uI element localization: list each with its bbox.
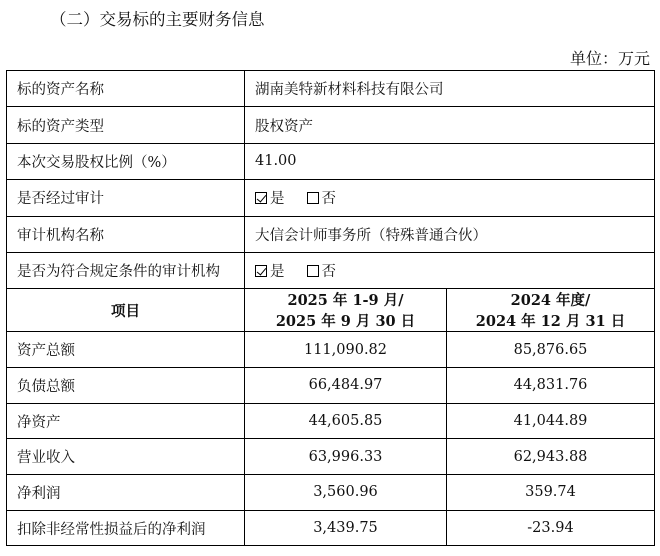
info-row bbox=[7, 143, 655, 179]
option-label: 是 bbox=[270, 264, 285, 281]
item-column-header: 项目 bbox=[7, 289, 245, 332]
value-2024: 62,943.88 bbox=[447, 439, 655, 475]
financial-header-row bbox=[7, 289, 655, 332]
audit-yes-option[interactable] bbox=[255, 191, 285, 207]
financial-info-table bbox=[6, 70, 655, 546]
info-value: 大信会计师事务所（特殊普通合伙） bbox=[245, 216, 655, 252]
info-label: 是否为符合规定条件的审计机构 bbox=[7, 252, 245, 288]
info-row bbox=[7, 107, 655, 143]
audit-no-option[interactable] bbox=[307, 191, 337, 207]
value-2025: 3,560.96 bbox=[245, 475, 447, 511]
checked-box-icon[interactable] bbox=[255, 265, 267, 277]
section-heading: （二）交易标的主要财务信息 bbox=[50, 10, 265, 29]
period-2024-line1: 2024 年度/ bbox=[510, 292, 591, 310]
value-2024: 359.74 bbox=[447, 475, 655, 511]
unit-label: 单位：万元 bbox=[569, 49, 650, 68]
row-label: 负债总额 bbox=[7, 368, 245, 404]
table-row bbox=[7, 332, 655, 368]
table-row bbox=[7, 475, 655, 511]
info-value: 41.00 bbox=[245, 143, 655, 179]
info-label: 标的资产名称 bbox=[7, 71, 245, 107]
info-label: 本次交易股权比例（%） bbox=[7, 143, 245, 179]
value-2025: 3,439.75 bbox=[245, 510, 447, 546]
row-label: 扣除非经常性损益后的净利润 bbox=[7, 510, 245, 546]
value-2024: -23.94 bbox=[447, 510, 655, 546]
info-value: 股权资产 bbox=[245, 107, 655, 143]
info-row bbox=[7, 252, 655, 288]
info-row bbox=[7, 71, 655, 107]
info-label: 是否经过审计 bbox=[7, 180, 245, 216]
qualified-no-option[interactable] bbox=[307, 264, 337, 280]
info-row bbox=[7, 180, 655, 216]
info-label: 审计机构名称 bbox=[7, 216, 245, 252]
table-row bbox=[7, 403, 655, 439]
info-row bbox=[7, 216, 655, 252]
checked-box-icon[interactable] bbox=[255, 192, 267, 204]
row-label: 净利润 bbox=[7, 475, 245, 511]
period-2025-line1: 2025 年 1-9 月/ bbox=[287, 292, 404, 310]
row-label: 营业收入 bbox=[7, 439, 245, 475]
table-row bbox=[7, 368, 655, 404]
option-label: 是 bbox=[270, 191, 285, 208]
qualified-yes-option[interactable] bbox=[255, 264, 285, 280]
period-2025-header bbox=[245, 289, 447, 332]
value-2025: 111,090.82 bbox=[245, 332, 447, 368]
option-label: 否 bbox=[321, 264, 336, 281]
period-2024-line2: 2024 年 12 月 31 日 bbox=[475, 313, 626, 331]
value-2025: 63,996.33 bbox=[245, 439, 447, 475]
period-2025-line2: 2025 年 9 月 30 日 bbox=[275, 313, 416, 331]
audit-options bbox=[245, 180, 655, 216]
option-label: 否 bbox=[321, 191, 336, 208]
value-2024: 41,044.89 bbox=[447, 403, 655, 439]
table-row bbox=[7, 510, 655, 546]
table-row bbox=[7, 439, 655, 475]
unchecked-box-icon[interactable] bbox=[307, 265, 319, 277]
info-label: 标的资产类型 bbox=[7, 107, 245, 143]
value-2024: 85,876.65 bbox=[447, 332, 655, 368]
row-label: 资产总额 bbox=[7, 332, 245, 368]
qualified-auditor-options bbox=[245, 252, 655, 288]
info-value: 湖南美特新材料科技有限公司 bbox=[245, 71, 655, 107]
row-label: 净资产 bbox=[7, 403, 245, 439]
period-2024-header bbox=[447, 289, 655, 332]
unchecked-box-icon[interactable] bbox=[307, 192, 319, 204]
value-2025: 66,484.97 bbox=[245, 368, 447, 404]
value-2025: 44,605.85 bbox=[245, 403, 447, 439]
value-2024: 44,831.76 bbox=[447, 368, 655, 404]
